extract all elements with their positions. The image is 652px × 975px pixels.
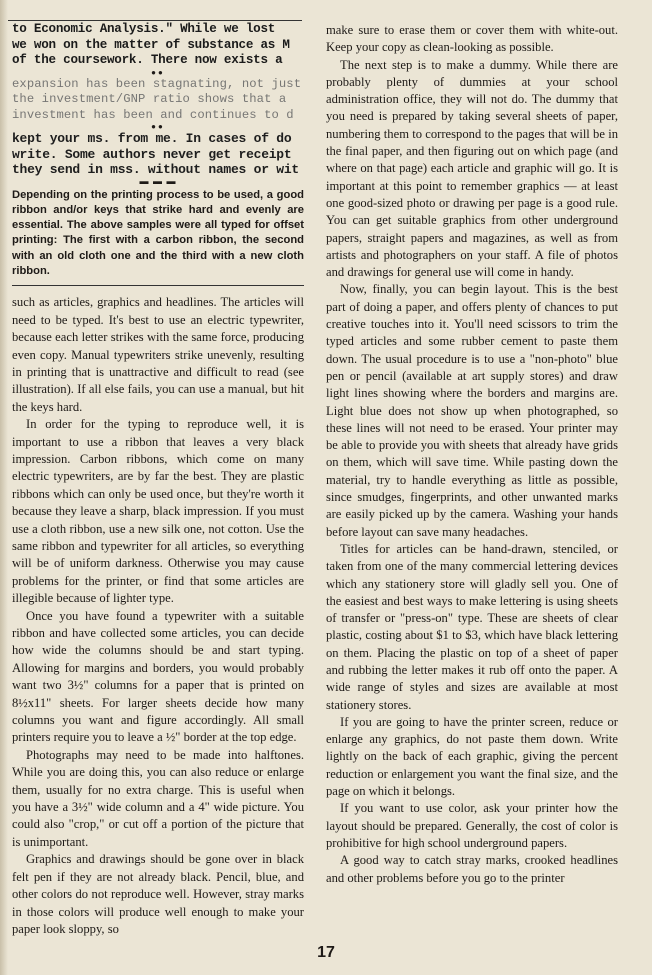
paragraph: such as articles, graphics and headlines. The articles will need to be typed. It's best to use an electric typewriter, because each letter strikes with the same force, producing even copy. Manual typewriters strike unevenly, resulting in printing that is unattractive and difficult to read (see illustration). If all else fails, you can use a manual, but hit the keys hard. (12, 295, 304, 414)
illustration-caption: Depending on the printing process to be used, a good ribbon and/or keys that strike hard and evenly are essential. The above samples were all typed for offset printing: The first with a carbon ribbon, the second with an old cloth one and the third with a new cloth ribbon. (12, 188, 304, 277)
sample-carbon-line: of the coursework. There now exists a (12, 53, 283, 67)
top-rule (8, 20, 302, 21)
sample-separator-dots: ●● (151, 122, 165, 131)
sample-new-cloth-line: write. Some authors never get receipt (12, 146, 292, 162)
paragraph: If you want to use color, ask your printer how the layout should be prepared. Generally, the cost of color is prohibitive for high school underground papers. (326, 801, 618, 850)
caption-rule (12, 285, 304, 286)
paragraph: The next step is to make a dummy. While there are probably plenty of dummies at your school administration office, they will not do. The dummy that you need is prepared by taking several sheets of paper, numbering them to correspond to the pages that will be in the final paper, and then figuring out on which page (and where on that page) each article and graphic will go. It is important at this point to remember graphics — at least one good-sized photo or drawing per page is a good rule. You can get suitable graphics from other underground papers, straight papers and magazines, as well as from artists and photographers on your staff. A file of photos and drawings for general use will come in handy. (326, 57, 618, 280)
typewriter-samples (12, 22, 304, 184)
sample-separator-dashes: ▬ ▬ ▬ (139, 175, 177, 186)
sample-old-cloth-line: expansion has been stagnating, not just (12, 76, 302, 91)
paragraph: A good way to catch stray marks, crooked headlines and other problems before you go to the printer (326, 853, 618, 885)
sample-carbon-line: to Economic Analysis." While we lost (12, 22, 276, 36)
paragraph: If you are going to have the printer screen, reduce or enlarge any graphics, do not paste them down. Write lightly on the back of each graphic, giving the percent reduction or enlargement you want the final size, and the page on which it belongs. (326, 714, 618, 799)
sample-old-cloth-line: the investment/GNP ratio shows that a (12, 92, 287, 106)
left-column (12, 22, 304, 938)
sample-new-cloth-line: they send in mss. without names or wit (12, 162, 299, 177)
page-edge-shadow (0, 0, 8, 975)
paragraph: Now, finally, you can begin layout. This is the best part of doing a paper, and offers plenty of chances to put creative touches into it. You'll need scissors to trim the typed articles and some rubber cement to paste them down. The usual procedure is to use a "non-photo" blue pen or pencil (available at art supply stores) and draw light lines showing where the borders and margins are. Light blue does not show up when photographed, so these lines will not need to be erased. Your printer may be able to provide you with sheets that already have grids on them, which will save time. While pasting down the material, try to handle everything as little as possible, since smudges, fingerprints, and other unwanted marks are easily picked up by the camera. Washing your hands before layout can save many headaches. (326, 282, 618, 539)
right-column (326, 22, 618, 887)
sample-carbon-line: we won on the matter of substance as M (12, 37, 290, 52)
paragraph: Photographs may need to be made into halftones. While you are doing this, you can also reduce or enlarge them, usually for no extra charge. This is useful when you have a 3½" wide column and a 4" wide picture. You could also "crop," or cut off a portion of the picture that is unimportant. (12, 747, 304, 849)
page-number: 17 (317, 944, 335, 961)
paragraph: Once you have found a typewriter with a suitable ribbon and have collected some articles, you can decide how wide the columns should be and start typing. Allowing for margins and borders, you would probably want two 3½" columns for a paper that is printed on 8½x11" sheets. For larger sheets decide how many columns you want and figure accordingly. All small printers require you to leave a ½" border at the top edge. (12, 608, 304, 745)
paragraph: Graphics and drawings should be gone over in black felt pen if they are not already black. Pencil, blue, and other colors do not reproduce well. However, stray marks in those colors will produce well enough to make your paper look sloppy, so (12, 852, 304, 936)
sample-old-cloth-line: investment has been and continues to d (12, 107, 294, 122)
paragraph: In order for the typing to reproduce well, it is important to use a ribbon that leaves a very black impression. Carbon ribbons, which come on many electric typewriters, are by far the best. They are plastic ribbons which can only be used once, but they're worth it because they leave a sharp, black impression. If you must use a cloth ribbon, use a new silk one, not cotton. Use the same ribbon and typewriter for all articles, so everything will be of uniform darkness. Otherwise you may cause problems for the printer, or find that some articles are illegible because of lighter type. (12, 417, 304, 606)
paragraph: make sure to erase them or cover them with white-out. Keep your copy as clean-looking as possible. (326, 23, 618, 55)
sample-new-cloth-line: kept your ms. from me. In cases of do (12, 131, 292, 146)
left-body-text (12, 294, 304, 938)
sample-separator-dots: ●● (151, 67, 165, 77)
paragraph: Titles for articles can be hand-drawn, stenciled, or taken from one of the many commercial lettering devices which any stationery store will gladly sell you. One of the easiest and best ways to make lettering is using sheets of transfer or "press-on" type. These are sheets of clear plastic, costing about $1 to $3, which have black lettering on them. Placing the plastic on top of a sheet of paper and rubbing the letter makes it rub off onto the paper. A wide range of styles and sizes are available at most stationery stores. (326, 541, 618, 712)
